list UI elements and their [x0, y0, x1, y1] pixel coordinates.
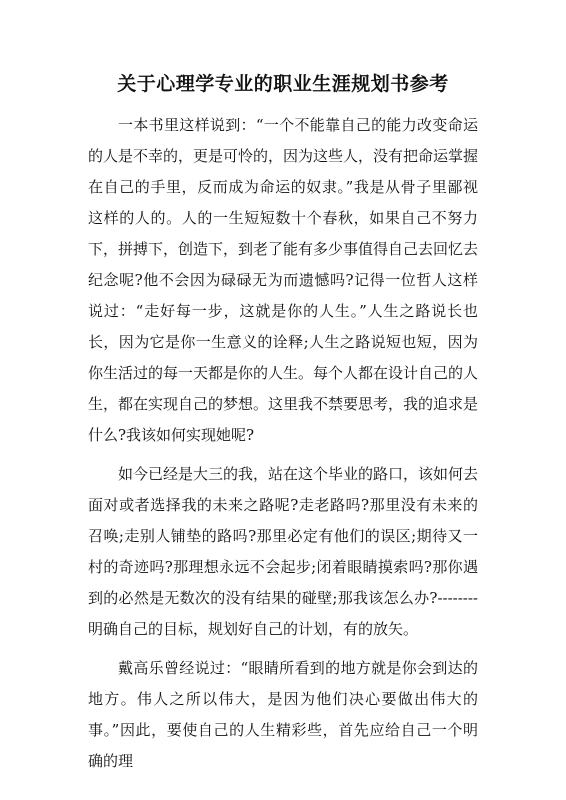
paragraph-3: 戴高乐曾经说过：“眼睛所看到的地方就是你会到达的地方。伟人之所以伟大，是因为他们决心要做出伟大的事。”因此，要使自己的人生精彩些，首先应给自己一个明确的理: [88, 659, 478, 770]
paragraph-1: 一本书里这样说到：“一个不能靠自己的能力改变命运的人是不幸的，更是可怜的，因为这些人，没有把命运掌握在自己的手里，反而成为命运的奴隶。”我是从骨子里鄙视这样的人的。人的一生短短数十个春秋，如果自己不努力下，拼搏下，创造下，到老了能有多少事值得自己去回忆去纪念呢?他不会因为碌碌无为而遗憾吗?记得一位哲人这样说过：“走好每一步，这就是你的人生。”人生之路说长也长，因为它是你一生意义的诠释;人生之路说短也短，因为你生活过的每一天都是你的人生。每个人都在设计自己的人生，都在实现自己的梦想。这里我不禁要思考，我的追求是什么?我该如何实现她呢?: [88, 116, 479, 444]
document-title: 关于心理学专业的职业生涯规划书参考: [117, 73, 449, 95]
paragraph-2: 如今已经是大三的我，站在这个毕业的路口，该如何去面对或者选择我的未来之路呢?走老路吗?那里没有未来的召唤;走别人铺垫的路吗?那里必定有他们的误区;期待又一村的奇迹吗?那理想永远不会起步;闭着眼睛摸索吗?那你遇到的必然是无数次的没有结果的碰壁;那我该怎么办?--------明确自己的目标，规划好自己的计划，有的放矢。: [88, 465, 479, 638]
